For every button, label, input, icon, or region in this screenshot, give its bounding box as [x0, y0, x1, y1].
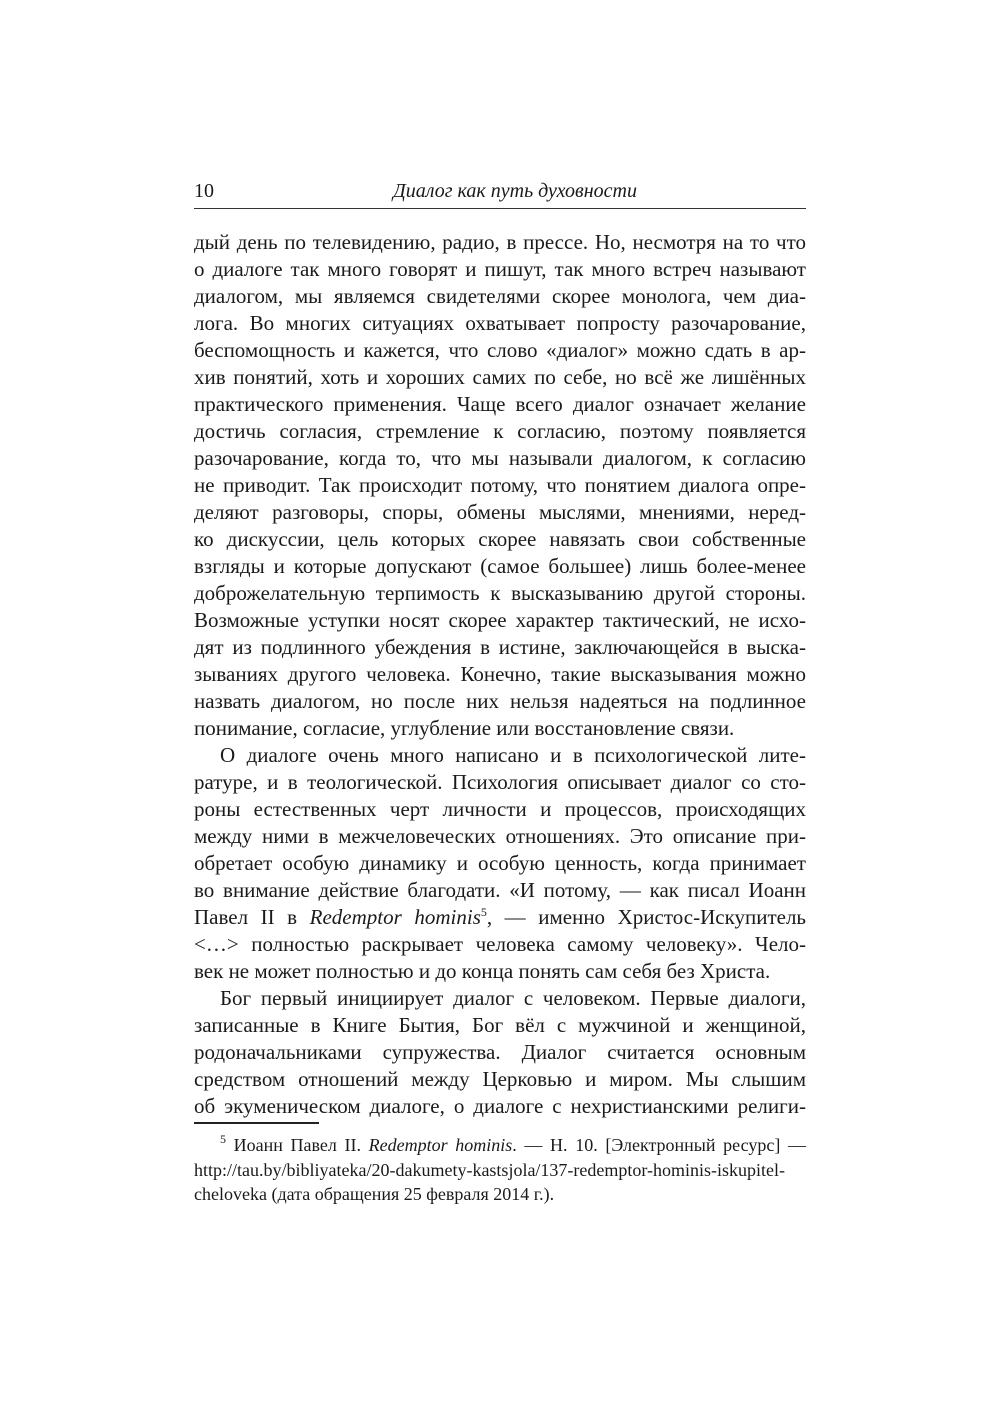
paragraph-line: практического применения. Чаще всего диалог означает желание: [194, 392, 806, 416]
text-run: Иоанн Павел II.: [226, 1135, 369, 1155]
paragraph-line: средством отношений между Церковью и миром. Мы слышим: [194, 1067, 806, 1091]
text-run: Павел II в: [194, 905, 310, 929]
body-text: [194, 229, 806, 1120]
footnote: [194, 1133, 806, 1207]
footnote-line: [194, 1133, 806, 1158]
paragraph-line: роны естественных черт личности и процессов, происходящих: [194, 797, 806, 821]
footnote-line: http://tau.by/bibliyateka/20-dakumety-kastsjola/137-redemptor-hominis-iskupitel-: [194, 1159, 786, 1180]
paragraph-line: ко дискуссии, цель которых скорее навязать свои собственные: [194, 527, 806, 551]
paragraph-line: разочарование, когда то, что мы называли диалогом, к согласию: [194, 446, 806, 470]
footnote-divider: [194, 1122, 319, 1124]
paragraph-line: об экуменическом диалоге, о диалоге с нехристианскими религи-: [194, 1094, 806, 1118]
paragraph-line: во внимание действие благодати. «И потому, — как писал Иоанн: [194, 878, 806, 902]
running-header: [194, 178, 806, 209]
paragraph-line: достичь согласия, стремление к согласию, поэтому появляется: [194, 419, 806, 443]
paragraph-line: диалогом, мы являемся свидетелями скорее монолога, чем диа-: [194, 284, 806, 308]
paragraph-line: о диалоге так много говорят и пишут, так много встреч называют: [194, 257, 806, 281]
paragraph-line: зываниях другого человека. Конечно, такие высказывания можно: [194, 662, 806, 686]
paragraph-line: ратуре, и в теологической. Психология описывает диалог со сто-: [194, 770, 806, 794]
paragraph-line: записанные в Книге Бытия, Бог вёл с мужчиной и женщиной,: [194, 1013, 806, 1037]
page-number: 10: [194, 180, 214, 202]
footnote-ref: 5: [480, 905, 487, 919]
paragraph-line: между ними в межчеловеческих отношениях. Это описание при-: [194, 824, 806, 848]
paragraph-line: [194, 904, 806, 931]
paragraph-line: назвать диалогом, но после них нельзя надеяться на подлинное: [194, 689, 806, 713]
text-run: . — Н. 10. [Электронный ресурс] —: [512, 1135, 806, 1155]
running-title: Диалог как путь духовности: [393, 180, 637, 202]
italic-title: Redemptor hominis: [309, 905, 481, 929]
paragraph-line: деляют разговоры, споры, обмены мыслями, мнениями, неред-: [194, 500, 806, 524]
footnote-ref: 5: [220, 1132, 226, 1146]
paragraph-line: век не может полностью и до конца понять сам себя без Христа.: [194, 959, 771, 983]
paragraph-line: взгляды и которые допускают (самое большее) лишь более-менее: [194, 554, 806, 578]
footnote-line: cheloveka (дата обращения 25 февраля 2014 г.).: [194, 1184, 555, 1204]
text-run: , — именно Христос-Искупитель: [486, 905, 807, 929]
paragraph-line: Бог первый инициирует диалог с человеком. Первые диалоги,: [220, 986, 806, 1010]
paragraph-line: дый день по телевидению, радио, в прессе. Но, несмотря на то что: [194, 230, 806, 254]
paragraph-line: беспомощность и кажется, что слово «диалог» можно сдать в ар-: [194, 338, 806, 362]
paragraph-line: родоначальниками супружества. Диалог считается основным: [194, 1040, 806, 1064]
paragraph-line: О диалоге очень много написано и в психологической лите-: [220, 743, 806, 767]
paragraph-line: Возможные уступки носят скорее характер тактический, не исхо-: [194, 608, 806, 632]
paragraph-line: обретает особую динамику и особую ценность, когда принимает: [194, 851, 806, 875]
paragraph-line: понимание, согласие, углубление или восстановление связи.: [194, 716, 735, 740]
paragraph-line: не приводит. Так происходит потому, что понятием диалога опре-: [194, 473, 806, 497]
paragraph-line: дят из подлинного убеждения в истине, заключающейся в выска-: [194, 635, 806, 659]
paragraph-line: лога. Во многих ситуациях охватывает попросту разочарование,: [194, 311, 806, 335]
italic-title: Redemptor hominis: [368, 1135, 513, 1155]
paragraph-line: <…> полностью раскрывает человека самому человеку». Чело-: [194, 932, 806, 956]
paragraph-line: хив понятий, хоть и хороших самих по себе, но всё же лишённых: [194, 365, 806, 389]
paragraph-line: доброжелательную терпимость к высказыванию другой стороны.: [194, 581, 806, 605]
